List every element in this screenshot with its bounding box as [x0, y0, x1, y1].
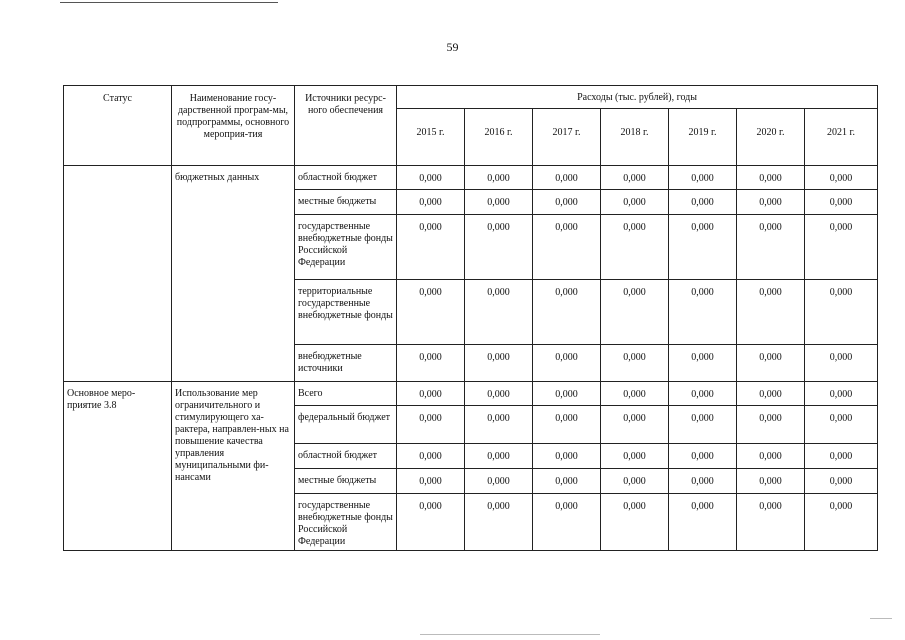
value-cell: 0,000 — [669, 444, 737, 469]
value-cell: 0,000 — [805, 280, 878, 345]
budget-table — [63, 85, 878, 551]
value-cell: 0,000 — [465, 190, 533, 215]
value-cell: 0,000 — [737, 190, 805, 215]
value-cell: 0,000 — [465, 166, 533, 190]
value-cell: 0,000 — [669, 406, 737, 444]
value-cell: 0,000 — [465, 215, 533, 280]
source-cell: Всего — [295, 382, 397, 406]
value-cell: 0,000 — [397, 345, 465, 382]
value-cell: 0,000 — [669, 166, 737, 190]
status-cell — [64, 166, 172, 382]
year-header: 2016 г. — [465, 109, 533, 166]
source-cell: местные бюджеты — [295, 469, 397, 494]
value-cell: 0,000 — [737, 215, 805, 280]
sources-header: Источники ресурс-ного обеспечения — [295, 86, 397, 166]
value-cell: 0,000 — [601, 190, 669, 215]
year-header: 2017 г. — [533, 109, 601, 166]
value-cell: 0,000 — [533, 215, 601, 280]
source-cell: государственные внебюджетные фонды Российской Федерации — [295, 215, 397, 280]
value-cell: 0,000 — [737, 382, 805, 406]
value-cell: 0,000 — [397, 469, 465, 494]
value-cell: 0,000 — [805, 444, 878, 469]
value-cell: 0,000 — [737, 444, 805, 469]
value-cell: 0,000 — [533, 444, 601, 469]
value-cell: 0,000 — [533, 280, 601, 345]
value-cell: 0,000 — [669, 190, 737, 215]
year-header: 2019 г. — [669, 109, 737, 166]
value-cell: 0,000 — [465, 345, 533, 382]
source-cell: государственные внебюджетные фонды Российской Федерации — [295, 494, 397, 551]
value-cell: 0,000 — [533, 406, 601, 444]
value-cell: 0,000 — [465, 406, 533, 444]
value-cell: 0,000 — [397, 215, 465, 280]
expenses-header: Расходы (тыс. рублей), годы — [397, 86, 878, 109]
value-cell: 0,000 — [669, 494, 737, 551]
source-cell: местные бюджеты — [295, 190, 397, 215]
table-row — [64, 166, 878, 190]
year-header: 2018 г. — [601, 109, 669, 166]
value-cell: 0,000 — [805, 345, 878, 382]
value-cell: 0,000 — [737, 345, 805, 382]
value-cell: 0,000 — [805, 382, 878, 406]
value-cell: 0,000 — [737, 280, 805, 345]
top-rule — [60, 2, 278, 3]
table-row — [64, 382, 878, 406]
value-cell: 0,000 — [465, 444, 533, 469]
value-cell: 0,000 — [669, 215, 737, 280]
value-cell: 0,000 — [669, 280, 737, 345]
value-cell: 0,000 — [397, 166, 465, 190]
value-cell: 0,000 — [805, 215, 878, 280]
value-cell: 0,000 — [601, 406, 669, 444]
scan-artifact — [420, 634, 600, 635]
value-cell: 0,000 — [533, 382, 601, 406]
value-cell: 0,000 — [737, 406, 805, 444]
scan-artifact — [870, 618, 892, 619]
value-cell: 0,000 — [397, 444, 465, 469]
value-cell: 0,000 — [533, 345, 601, 382]
value-cell: 0,000 — [601, 494, 669, 551]
value-cell: 0,000 — [397, 382, 465, 406]
value-cell: 0,000 — [533, 494, 601, 551]
source-cell: внебюджетные источники — [295, 345, 397, 382]
value-cell: 0,000 — [601, 345, 669, 382]
value-cell: 0,000 — [533, 190, 601, 215]
value-cell: 0,000 — [805, 166, 878, 190]
value-cell: 0,000 — [601, 382, 669, 406]
value-cell: 0,000 — [601, 444, 669, 469]
value-cell: 0,000 — [669, 469, 737, 494]
value-cell: 0,000 — [669, 345, 737, 382]
value-cell: 0,000 — [465, 280, 533, 345]
value-cell: 0,000 — [397, 406, 465, 444]
year-header: 2020 г. — [737, 109, 805, 166]
value-cell: 0,000 — [533, 469, 601, 494]
value-cell: 0,000 — [397, 190, 465, 215]
value-cell: 0,000 — [533, 166, 601, 190]
name-header: Наименование госу-дарственной програм-мы, подпрограммы, основного мероприя-тия — [172, 86, 295, 166]
source-cell: территориальные государственные внебюджетные фонды — [295, 280, 397, 345]
value-cell: 0,000 — [669, 382, 737, 406]
name-cell: Использование мер ограничительного и стимулирующего ха-рактера, направлен-ных на повышение качества управления муниципальными фи-нансами — [172, 382, 295, 551]
value-cell: 0,000 — [737, 469, 805, 494]
status-header: Статус — [64, 86, 172, 166]
status-cell: Основное меро-приятие 3.8 — [64, 382, 172, 551]
value-cell: 0,000 — [397, 494, 465, 551]
source-cell: федеральный бюджет — [295, 406, 397, 444]
value-cell: 0,000 — [601, 280, 669, 345]
value-cell: 0,000 — [601, 469, 669, 494]
source-cell: областной бюджет — [295, 444, 397, 469]
header-row — [64, 86, 878, 109]
name-cell: бюджетных данных — [172, 166, 295, 382]
source-cell: областной бюджет — [295, 166, 397, 190]
value-cell: 0,000 — [805, 190, 878, 215]
year-header: 2015 г. — [397, 109, 465, 166]
value-cell: 0,000 — [601, 215, 669, 280]
value-cell: 0,000 — [465, 469, 533, 494]
value-cell: 0,000 — [805, 469, 878, 494]
value-cell: 0,000 — [737, 166, 805, 190]
value-cell: 0,000 — [601, 166, 669, 190]
page-number: 59 — [446, 40, 459, 54]
year-header: 2021 г. — [805, 109, 878, 166]
value-cell: 0,000 — [737, 494, 805, 551]
value-cell: 0,000 — [465, 494, 533, 551]
value-cell: 0,000 — [805, 406, 878, 444]
value-cell: 0,000 — [397, 280, 465, 345]
value-cell: 0,000 — [465, 382, 533, 406]
value-cell: 0,000 — [805, 494, 878, 551]
